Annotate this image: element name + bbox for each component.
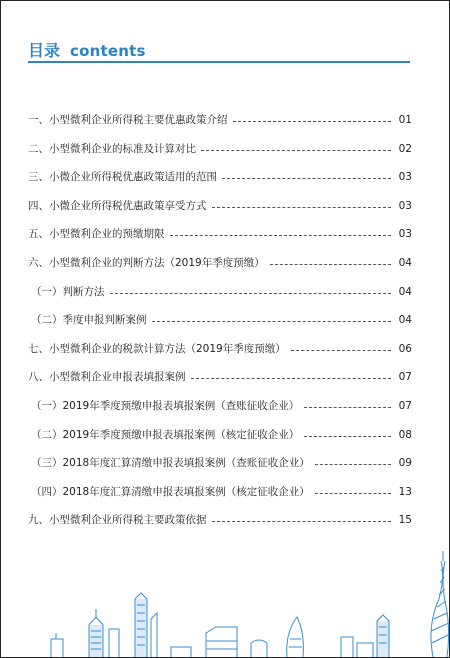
toc-page-number: 04 <box>398 285 412 298</box>
toc-page-number: 04 <box>398 314 412 327</box>
toc-leader-dots <box>212 520 392 522</box>
toc-entry-title: （二）2019年季度预缴申报表填报案例（核定征收企业） <box>31 428 300 441</box>
toc-entry[interactable] <box>31 483 412 501</box>
toc-leader-dots <box>304 435 391 437</box>
toc-leader-dots <box>222 177 391 179</box>
toc-leader-dots <box>191 377 392 379</box>
toc-entry[interactable] <box>28 225 412 243</box>
toc-entry-title: 七、小型微利企业的税款计算方法（2019年季度预缴） <box>28 342 286 355</box>
toc-entry-title: 五、小型微利企业的预缴期限 <box>28 228 165 241</box>
toc-leader-dots <box>304 406 391 408</box>
toc-entry[interactable] <box>28 111 412 129</box>
toc-leader-dots <box>152 320 392 322</box>
toc-page-number: 15 <box>398 514 412 527</box>
toc-page-number: 01 <box>398 114 412 126</box>
toc-page-number: 13 <box>398 485 412 498</box>
toc-leader-dots <box>315 463 391 465</box>
toc-entry-title: 四、小微企业所得税优惠政策享受方式 <box>28 199 207 212</box>
toc-leader-dots <box>291 349 391 351</box>
toc-entry-title: （三）2018年度汇算清缴申报表填报案例（查账征收企业） <box>31 457 310 470</box>
toc-page-number: 06 <box>398 342 412 355</box>
toc-entry-title: 八、小型微利企业申报表填报案例 <box>28 371 186 384</box>
toc-entry-title: （一）判断方法 <box>31 285 105 298</box>
toc-entry[interactable] <box>31 283 412 301</box>
toc-leader-dots <box>315 492 391 494</box>
toc-entry[interactable] <box>31 397 412 415</box>
toc-page-number: 03 <box>398 171 412 184</box>
toc-entry[interactable] <box>28 168 412 186</box>
toc-page-number: 02 <box>398 142 412 155</box>
toc-entry[interactable] <box>31 454 412 472</box>
toc-leader-dots <box>110 292 392 294</box>
toc-heading <box>28 38 146 62</box>
toc-page-number: 07 <box>398 371 412 384</box>
toc-leader-dots <box>233 120 392 122</box>
title-english: contents <box>70 42 146 60</box>
toc-entry[interactable] <box>28 140 412 158</box>
toc-page-number: 07 <box>398 400 412 412</box>
toc-entry-title: 六、小型微利企业的判断方法（2019年季度预缴） <box>28 257 265 269</box>
toc-entry-title: （一）2019年季度预缴申报表填报案例（查账征收企业） <box>31 400 300 412</box>
toc-entry-title: 三、小微企业所得税优惠政策适用的范围 <box>28 171 217 184</box>
toc-entry-title: （二）季度申报判断案例 <box>31 314 147 327</box>
toc-entry[interactable] <box>28 511 412 529</box>
toc-entry[interactable] <box>28 197 412 215</box>
toc-page-number: 09 <box>398 457 412 470</box>
toc-leader-dots <box>270 263 391 265</box>
title-chinese: 目录 <box>28 41 61 60</box>
heading-divider <box>28 61 410 63</box>
toc-entry-title: （四）2018年度汇算清缴申报表填报案例（核定征收企业） <box>31 485 310 498</box>
toc-entry-title: 一、小型微利企业所得税主要优惠政策介绍 <box>28 114 228 126</box>
toc-entry[interactable] <box>31 426 412 444</box>
toc-page-number: 08 <box>398 428 412 441</box>
toc-entry-title: 二、小型微利企业的标准及计算对比 <box>28 142 196 155</box>
toc-page-number: 03 <box>398 228 412 241</box>
toc-leader-dots <box>170 234 392 236</box>
toc-entry[interactable] <box>28 368 412 386</box>
toc-entry[interactable] <box>28 340 412 358</box>
toc-page-number: 04 <box>398 257 412 269</box>
toc-leader-dots <box>201 149 391 151</box>
toc-entry[interactable] <box>31 311 412 329</box>
toc-entry[interactable] <box>28 254 412 272</box>
city-skyline-illustration <box>1 547 449 657</box>
toc-page-number: 03 <box>398 199 412 212</box>
toc-leader-dots <box>212 206 392 208</box>
toc-entry-title: 九、小型微利企业所得税主要政策依据 <box>28 514 207 527</box>
